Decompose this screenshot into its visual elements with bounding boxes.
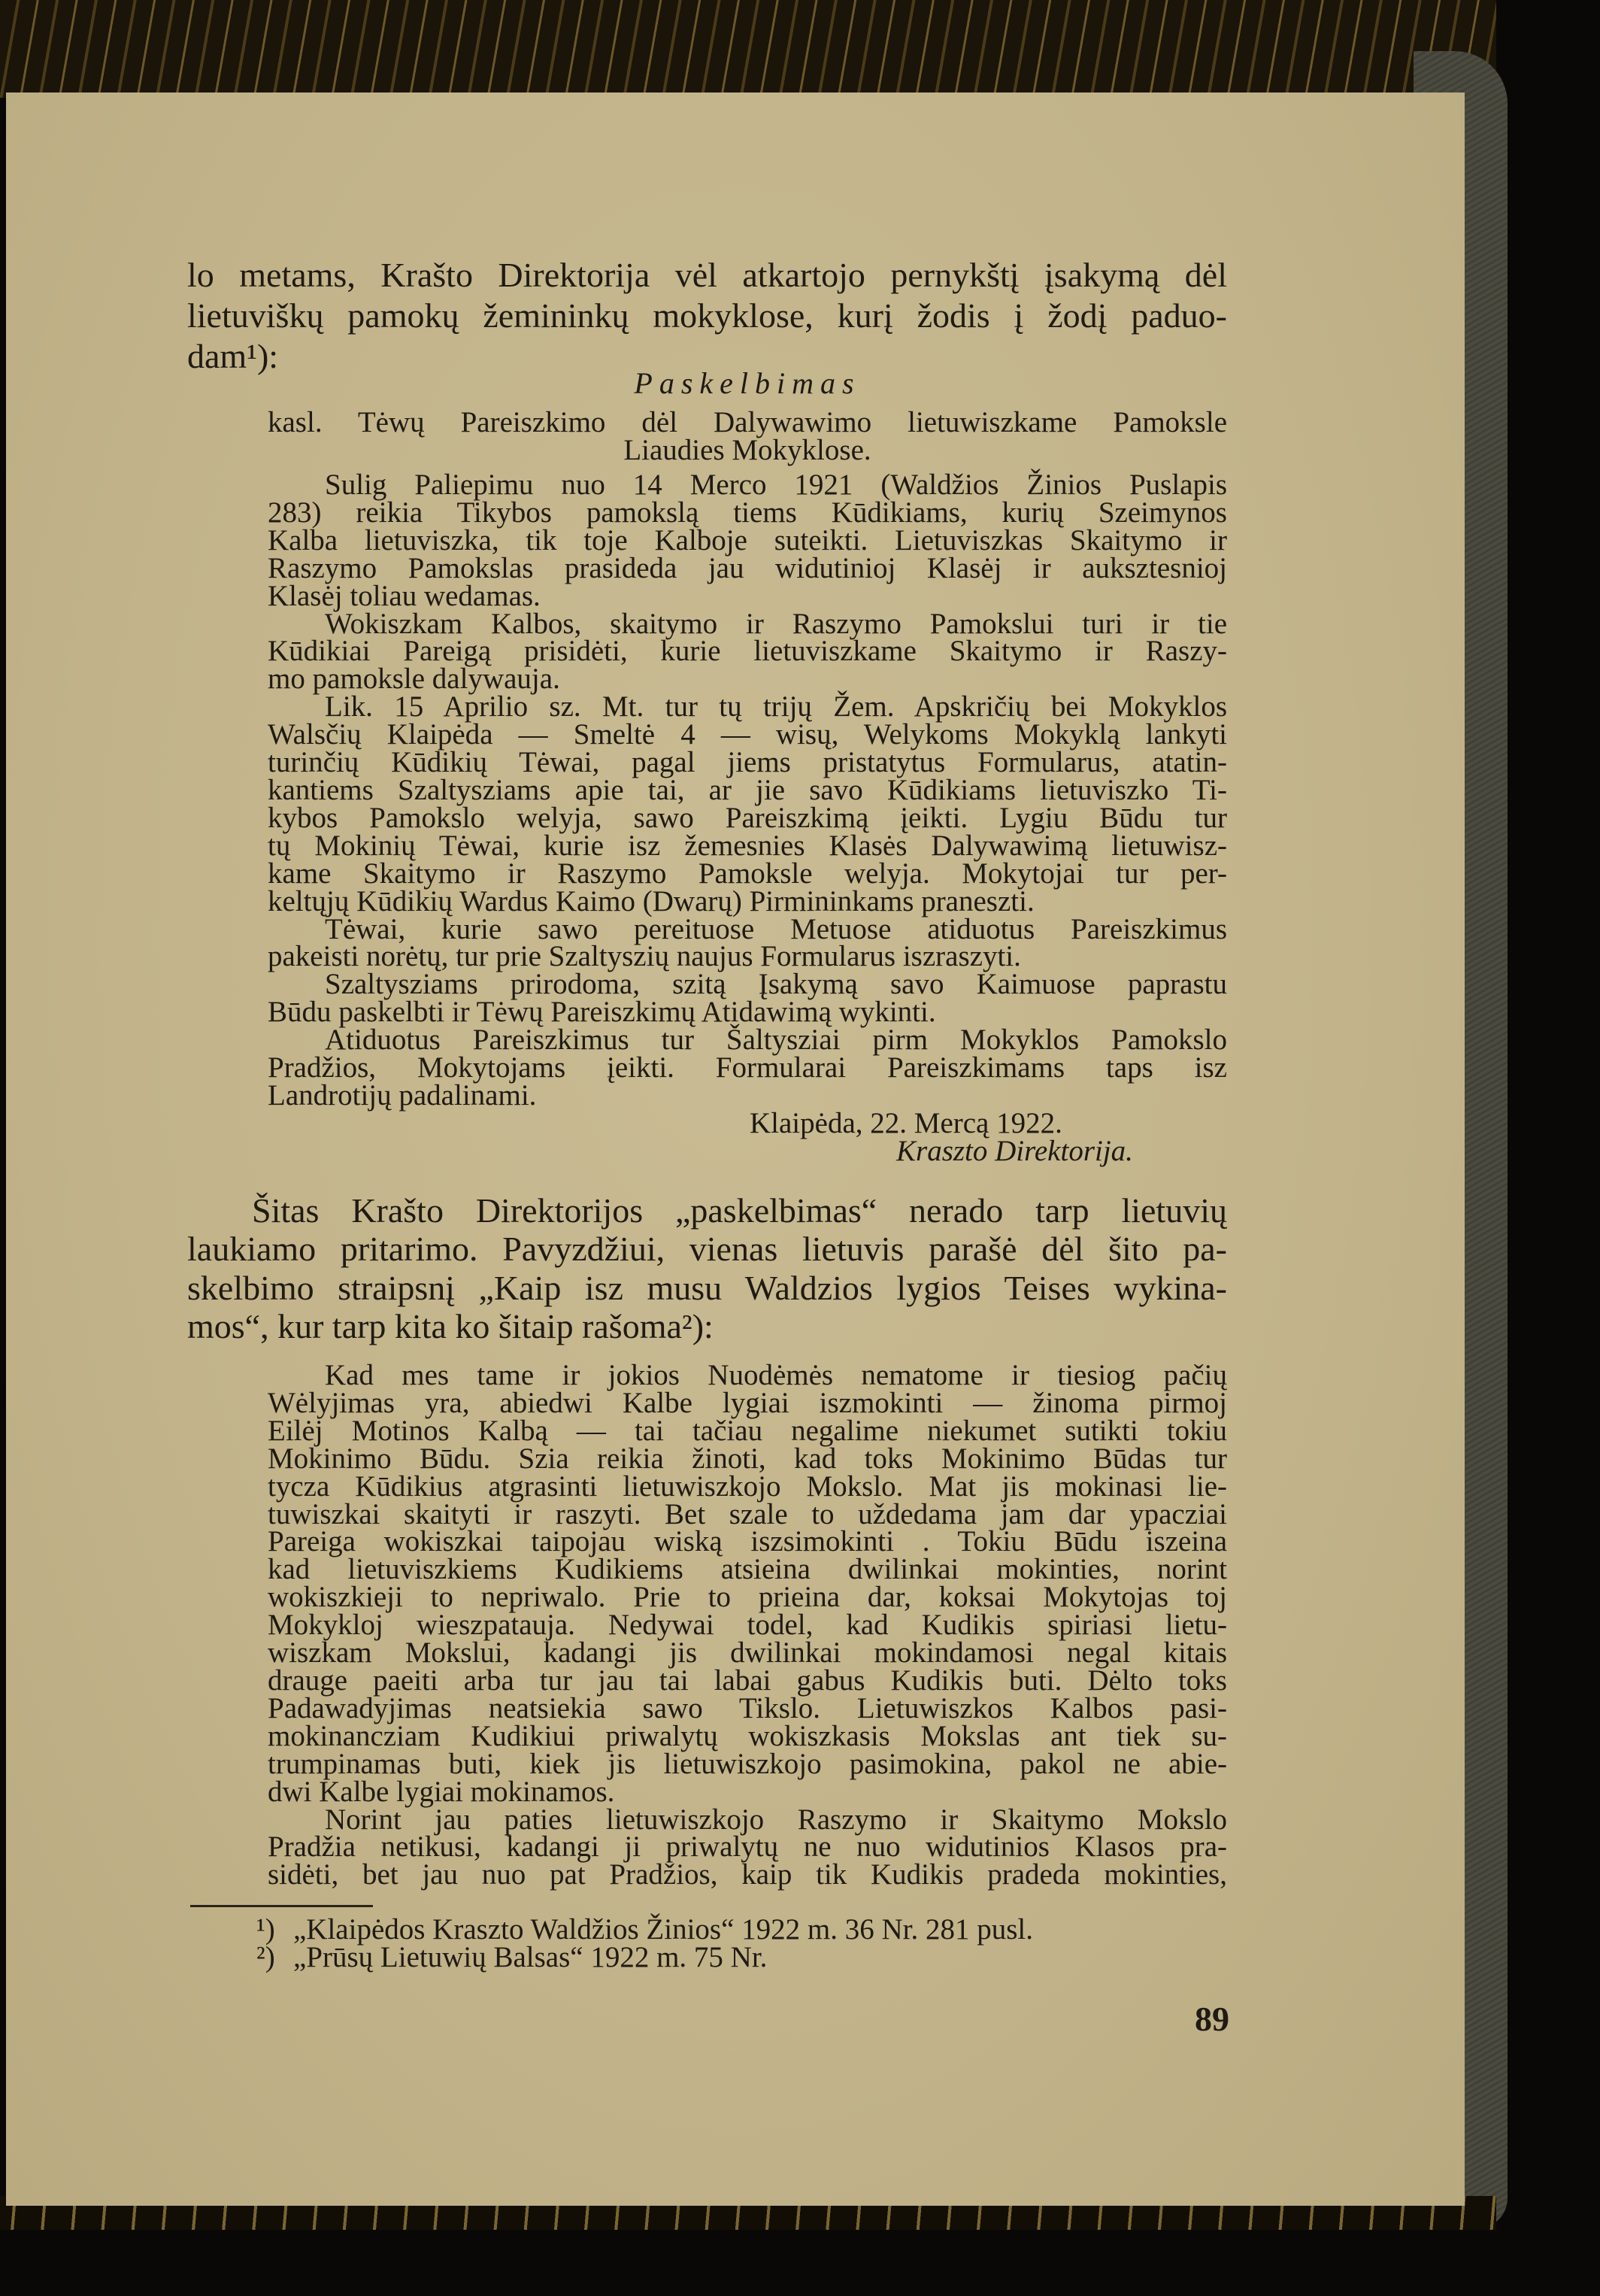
- text-line: mo pamoksle dalywauja.: [268, 663, 560, 696]
- subject-line: kasl. Tėwų Pareiszkimo dėl Dalywawimo lietuwiszkame Pamoksle: [268, 406, 1227, 438]
- text-line: kybos Pamokslo welyja, sawo Pareiszkimą įeikti. Lygiu Būdu tur: [268, 801, 1227, 834]
- text-line: Pareiga wokiszkai taipojau wiską iszsimokinti . Tokiu Būdu iszeina: [268, 1525, 1227, 1558]
- footnote-text: „Prūsų Lietuwių Balsas“ 1922 m. 75 Nr.: [293, 1941, 768, 1973]
- text-line: Mokykloj wieszpatauja. Nedywai todel, kad Kudikis spiriasi lietu-: [268, 1609, 1227, 1642]
- text-line: skelbimo straipsnį „Kaip isz musu Waldzios lygios Teises wykina-: [187, 1268, 1227, 1307]
- announcement-subject: [268, 406, 1227, 466]
- text-line: tų Mokinių Tėwai, kurie isz žemesnies Klasės Dalywawimą lietuwisz-: [268, 829, 1227, 862]
- text-line: dam¹):: [187, 337, 279, 375]
- text-line: Sulig Paliepimu nuo 14 Merco 1921 (Waldžios Žinios Puslapis: [325, 469, 1227, 501]
- text-line: keltųjų Kūdikių Wardus Kaimo (Dwarų) Pirmininkams praneszti.: [268, 884, 1035, 917]
- text-line: Mokinimo Būdu. Szia reikia žinoti, kad toks Mokinimo Būdas tur: [268, 1442, 1227, 1475]
- text-line: kame Skaitymo ir Raszymo Pamoksle welyja. Mokytojai tur per-: [268, 857, 1227, 890]
- text-line: wiszkam Mokslui, kadangi jis dwilinkai mokindamosi negal kitais: [268, 1636, 1227, 1670]
- text-line: Lik. 15 Aprilio sz. Mt. tur tų trijų Žem. Apskričių bei Mokyklos: [325, 690, 1227, 723]
- quoted-article: [268, 1359, 1227, 1891]
- text-line: Norint jau paties lietuwiszkojo Raszymo ir Skaitymo Mokslo: [325, 1803, 1227, 1836]
- text-line: Eilėj Motinos Kalbą — tai tačiau negalime niekumet sutikti tokiu: [268, 1414, 1227, 1447]
- text-line: trumpinamas buti, kiek jis lietuwiszkojo pasimokina, pakol ne abie-: [268, 1747, 1227, 1780]
- text-line: Padawadyjimas neatsiekia sawo Tikslo. Lietuwiszkos Kalbos pasi-: [268, 1691, 1227, 1724]
- paragraph: [268, 690, 1227, 917]
- text-line: dwi Kalbe lygiai mokinamos.: [268, 1775, 615, 1808]
- text-line: Atiduotus Pareiszkimus tur Šaltysziai pirm Mokyklos Pamokslo: [325, 1024, 1227, 1057]
- text-line: mos“, kur tarp kita ko šitaip rašoma²):: [187, 1306, 714, 1345]
- text-line: Pradžia netikusi, kadangi ji priwalytų ne nuo widutinios Klasos pra-: [268, 1830, 1227, 1864]
- text-line: mokinancziam Kudikiui priwalytų wokiszkasis Mokslas ant tiek su-: [268, 1719, 1227, 1752]
- text-line: Pradžios, Mokytojams įeikti. Formularai Pareiszkimams taps isz: [268, 1051, 1227, 1084]
- footnote-separator: [190, 1905, 373, 1907]
- footnote-2: [256, 1943, 767, 1971]
- text-line: Wokiszkam Kalbos, skaitymo ir Raszymo Pamokslui turi ir tie: [325, 607, 1227, 640]
- paragraph: [268, 1359, 1227, 1808]
- text-line: 283) reikia Tikybos pamokslą tiems Kūdikiams, kurių Szeimynos: [268, 496, 1227, 529]
- signature: Kraszto Direktorija.: [896, 1135, 1133, 1167]
- text-line: tycza Kūdikius atgrasinti lietuwiszkojo Mokslo. Mat jis mokinasi lie-: [268, 1470, 1227, 1503]
- announcement-place-date: [750, 1107, 1062, 1139]
- page-number: 89: [1195, 2000, 1229, 2038]
- text-line: tuwiszkai skaityti ir raszyti. Bet szale to uždedama jam dar ypacziai: [268, 1497, 1227, 1530]
- text-line: Raszymo Pamokslas prasideda jau widutinioj Klasėj ir auksztesnioj: [268, 551, 1227, 584]
- text-line: Szaltysziams prirodoma, szitą Įsakymą savo Kaimuose paprastu: [325, 968, 1227, 1001]
- text-line: Walsčių Klaipėda — Smeltė 4 — wisų, Welykoms Mokyklą lankyti: [268, 718, 1227, 751]
- text-line: lo metams, Krašto Direktorija vėl atkartojo pernykštį įsakymą dėl: [187, 256, 1227, 294]
- book-cover-top-edge: [0, 0, 1496, 98]
- text-line: turinčių Kūdikių Tėwai, pagal jiems pristatytus Formularus, atatin-: [268, 746, 1227, 779]
- text-line: sidėti, bet jau nuo pat Pradžios, kaip tik Kudikis pradeda mokinties,: [268, 1858, 1227, 1891]
- text-line: kantiems Szaltysziams apie tai, ar jie savo Kūdikiams lietuviszko Ti-: [268, 773, 1227, 806]
- text-line: Landrotijų padalinami.: [268, 1078, 537, 1112]
- announcement-signature: [896, 1135, 1133, 1167]
- footnote-marker: ²): [256, 1941, 275, 1973]
- announcement-title: Paskelbimas: [634, 366, 861, 400]
- text-line: lietuviškų pamokų žemininkų mokyklose, kurį žodis į žodį paduo-: [187, 296, 1227, 335]
- paragraph: [268, 607, 1227, 696]
- paragraph: [268, 1024, 1227, 1112]
- text-line: Klasėj toliau wedamas.: [268, 579, 541, 612]
- commentary-paragraph: [187, 1191, 1227, 1345]
- footnote-1: [256, 1913, 1034, 1946]
- paragraph: [268, 968, 1227, 1029]
- text-line: Šitas Krašto Direktorijos „paskelbimas“ nerado tarp lietuvių: [252, 1191, 1227, 1230]
- text-line: drauge paeiti arba tur jau tai labai gabus Kudikis buti. Dėlto toks: [268, 1664, 1227, 1697]
- subject-line: Liaudies Mokyklose.: [623, 433, 871, 466]
- text-line: kad lietuviszkiems Kudikiems atsieina dwilinkai mokinties, norint: [268, 1553, 1227, 1586]
- text-line: wokiszkieji to nepriwalo. Prie to prieina dar, koksai Mokytojas toj: [268, 1581, 1227, 1614]
- text-line: pakeisti norėtų, tur prie Szaltyszių naujus Formularus iszraszyti.: [268, 940, 1021, 973]
- text-line: Tėwai, kurie sawo pereituose Metuose atiduotus Pareiszkimus: [325, 912, 1227, 945]
- place-date: Klaipėda, 22. Mercą 1922.: [750, 1107, 1062, 1139]
- text-line: Kad mes tame ir jokios Nuodėmės nematome ir tiesiog pačių: [325, 1359, 1227, 1391]
- footnote-marker: ¹): [256, 1913, 275, 1946]
- paragraph: [268, 1803, 1227, 1891]
- footnote-text: „Klaipėdos Kraszto Waldžios Žinios“ 1922 m. 36 Nr. 281 pusl.: [293, 1913, 1034, 1946]
- announcement-body: [268, 469, 1227, 1112]
- text-line: Būdu paskelbti ir Tėwų Pareiszkimų Atidawimą wykinti.: [268, 996, 936, 1029]
- paragraph: [268, 469, 1227, 612]
- text-line: Wėlyjimas yra, abiedwi Kalbe lygiai iszmokinti — žinoma pirmoj: [268, 1386, 1227, 1419]
- text-line: Kūdikiai Pareigą prisidėti, kurie lietuviszkame Skaitymo ir Raszy-: [268, 635, 1227, 668]
- paragraph: [268, 912, 1227, 973]
- intro-paragraph: [187, 255, 1227, 377]
- text-line: Kalba lietuviszka, tik toje Kalboje suteikti. Lietuviszkas Skaitymo ir: [268, 523, 1227, 557]
- text-line: laukiamo pritarimo. Pavyzdžiui, vienas lietuvis parašė dėl šito pa-: [187, 1230, 1227, 1269]
